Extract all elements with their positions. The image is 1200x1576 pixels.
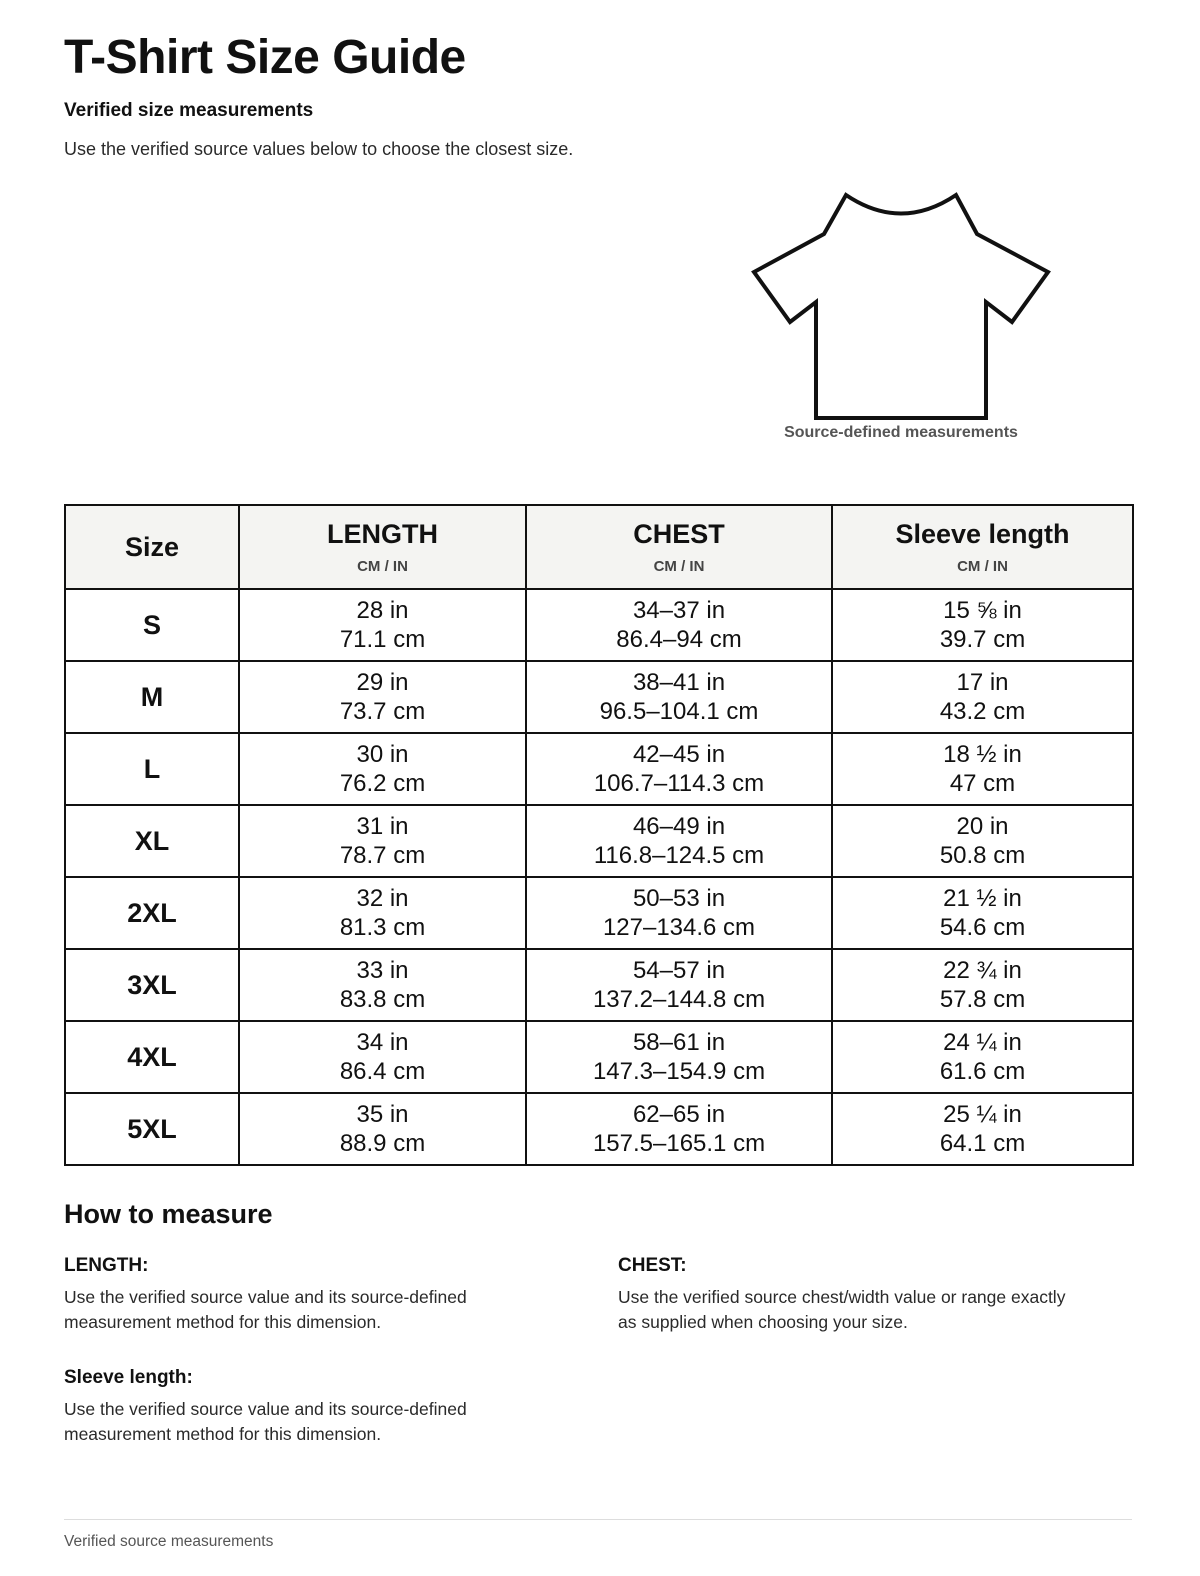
chest-cell-centimeters: 147.3–154.9 cm <box>592 1058 766 1085</box>
measure-sleeve <box>64 1366 514 1447</box>
sleeve-cell <box>832 805 1133 877</box>
sleeve-cell-inches: 17 in <box>956 669 1009 696</box>
sleeve-cell-inches: 24 ¼ in <box>943 1029 1022 1056</box>
length-cell-centimeters: 71.1 cm <box>339 626 426 653</box>
size-cell: 2XL <box>65 877 239 949</box>
sleeve-cell <box>832 1021 1133 1093</box>
sleeve-cell-inches: 20 in <box>956 813 1009 840</box>
chest-cell-centimeters: 137.2–144.8 cm <box>592 986 766 1013</box>
sleeve-cell-inches: 21 ½ in <box>943 885 1022 912</box>
size-cell: S <box>65 589 239 661</box>
page-title: T-Shirt Size Guide <box>64 31 466 84</box>
sleeve-cell-centimeters: 39.7 cm <box>939 626 1026 653</box>
chest-cell <box>526 949 832 1021</box>
length-cell-centimeters: 88.9 cm <box>339 1130 426 1157</box>
chest-cell <box>526 589 832 661</box>
chest-cell <box>526 1093 832 1165</box>
length-cell-centimeters: 76.2 cm <box>339 770 426 797</box>
chest-cell-inches: 50–53 in <box>632 885 726 912</box>
header-sleeve-unit: CM / IN <box>957 558 1008 575</box>
length-cell-inches: 30 in <box>356 741 409 768</box>
how-to-measure-title: How to measure <box>64 1199 273 1229</box>
chest-cell-centimeters: 157.5–165.1 cm <box>592 1130 766 1157</box>
table-body <box>65 589 1133 1165</box>
length-cell-centimeters: 78.7 cm <box>339 842 426 869</box>
sleeve-cell-centimeters: 57.8 cm <box>939 986 1026 1013</box>
length-cell <box>239 805 526 877</box>
length-cell <box>239 589 526 661</box>
sleeve-cell-centimeters: 64.1 cm <box>939 1130 1026 1157</box>
length-cell-centimeters: 73.7 cm <box>339 698 426 725</box>
intro-text: Use the verified source values below to choose the closest size. <box>64 139 574 159</box>
sleeve-cell-centimeters: 43.2 cm <box>939 698 1026 725</box>
length-cell <box>239 1021 526 1093</box>
length-cell-inches: 31 in <box>356 813 409 840</box>
chest-cell <box>526 1021 832 1093</box>
table-row <box>65 877 1133 949</box>
chest-cell <box>526 733 832 805</box>
header-length <box>239 505 526 589</box>
sleeve-cell-inches: 15 ⅝ in <box>943 597 1022 624</box>
measure-sleeve-label: Sleeve length: <box>64 1367 193 1388</box>
length-cell <box>239 949 526 1021</box>
measure-chest-label: CHEST: <box>618 1255 687 1276</box>
chest-cell-inches: 54–57 in <box>632 957 726 984</box>
diagram-caption: Source-defined measurements <box>784 424 1018 441</box>
chest-cell-inches: 34–37 in <box>632 597 726 624</box>
size-cell: L <box>65 733 239 805</box>
size-cell: M <box>65 661 239 733</box>
measure-chest <box>618 1254 1068 1335</box>
table-row <box>65 661 1133 733</box>
chest-cell <box>526 661 832 733</box>
length-cell-inches: 35 in <box>356 1101 409 1128</box>
chest-cell-inches: 58–61 in <box>632 1029 726 1056</box>
sleeve-cell-centimeters: 50.8 cm <box>939 842 1026 869</box>
size-guide-page <box>64 0 1132 1576</box>
header-chest <box>526 505 832 589</box>
sleeve-cell <box>832 877 1133 949</box>
measure-chest-text: Use the verified source chest/width value or range exactly as supplied when choosing your size. <box>618 1287 1066 1332</box>
size-cell: 4XL <box>65 1021 239 1093</box>
measure-length-label: LENGTH: <box>64 1255 149 1276</box>
chest-cell-centimeters: 106.7–114.3 cm <box>593 770 765 797</box>
header-length-unit: CM / IN <box>357 558 408 575</box>
length-cell-inches: 32 in <box>356 885 409 912</box>
table-row <box>65 1093 1133 1165</box>
size-cell: 5XL <box>65 1093 239 1165</box>
footer-divider <box>64 1519 1132 1520</box>
length-cell <box>239 877 526 949</box>
header-size <box>65 505 239 589</box>
chest-cell-centimeters: 127–134.6 cm <box>602 914 756 941</box>
chest-cell <box>526 877 832 949</box>
chest-cell-centimeters: 96.5–104.1 cm <box>599 698 759 725</box>
chest-cell-inches: 38–41 in <box>632 669 726 696</box>
chest-cell-centimeters: 116.8–124.5 cm <box>593 842 765 869</box>
table-row <box>65 805 1133 877</box>
size-cell: 3XL <box>65 949 239 1021</box>
length-cell <box>239 661 526 733</box>
header-length-label: LENGTH <box>327 519 438 549</box>
page-subtitle: Verified size measurements <box>64 100 314 121</box>
length-cell-inches: 29 in <box>356 669 409 696</box>
length-cell-centimeters: 81.3 cm <box>339 914 426 941</box>
header-chest-label: CHEST <box>633 519 725 549</box>
chest-cell-inches: 42–45 in <box>632 741 726 768</box>
length-cell-inches: 34 in <box>356 1029 409 1056</box>
chest-cell <box>526 805 832 877</box>
measure-length <box>64 1254 514 1335</box>
table-row <box>65 949 1133 1021</box>
measure-sleeve-text: Use the verified source value and its source-defined measurement method for this dimension. <box>64 1399 467 1444</box>
chest-cell-inches: 46–49 in <box>632 813 726 840</box>
chest-cell-inches: 62–65 in <box>632 1101 726 1128</box>
table-row <box>65 1021 1133 1093</box>
length-cell-inches: 33 in <box>356 957 409 984</box>
footer-text: Verified source measurements <box>64 1533 274 1550</box>
measure-length-text: Use the verified source value and its source-defined measurement method for this dimension. <box>64 1287 467 1332</box>
length-cell <box>239 733 526 805</box>
size-table <box>64 504 1134 1166</box>
length-cell-centimeters: 83.8 cm <box>339 986 426 1013</box>
header-size-label: Size <box>124 531 180 562</box>
t-shirt-outline-icon <box>750 190 1052 424</box>
sleeve-cell <box>832 1093 1133 1165</box>
sleeve-cell <box>832 589 1133 661</box>
length-cell-centimeters: 86.4 cm <box>339 1058 426 1085</box>
sleeve-cell <box>832 733 1133 805</box>
sleeve-cell <box>832 949 1133 1021</box>
header-chest-unit: CM / IN <box>653 558 705 575</box>
table-header-row <box>65 505 1133 589</box>
sleeve-cell-inches: 22 ¾ in <box>943 957 1022 984</box>
sleeve-cell-centimeters: 61.6 cm <box>939 1058 1026 1085</box>
size-cell: XL <box>65 805 239 877</box>
length-cell-inches: 28 in <box>356 597 409 624</box>
header-sleeve-label: Sleeve length <box>895 519 1070 549</box>
t-shirt-diagram <box>750 190 1052 450</box>
table-row <box>65 733 1133 805</box>
chest-cell-centimeters: 86.4–94 cm <box>616 626 742 653</box>
sleeve-cell-inches: 25 ¼ in <box>943 1101 1022 1128</box>
sleeve-cell <box>832 661 1133 733</box>
header-sleeve <box>832 505 1133 589</box>
table-row <box>65 589 1133 661</box>
sleeve-cell-centimeters: 54.6 cm <box>939 914 1026 941</box>
length-cell <box>239 1093 526 1165</box>
sleeve-cell-inches: 18 ½ in <box>943 741 1022 768</box>
sleeve-cell-centimeters: 47 cm <box>949 770 1016 797</box>
